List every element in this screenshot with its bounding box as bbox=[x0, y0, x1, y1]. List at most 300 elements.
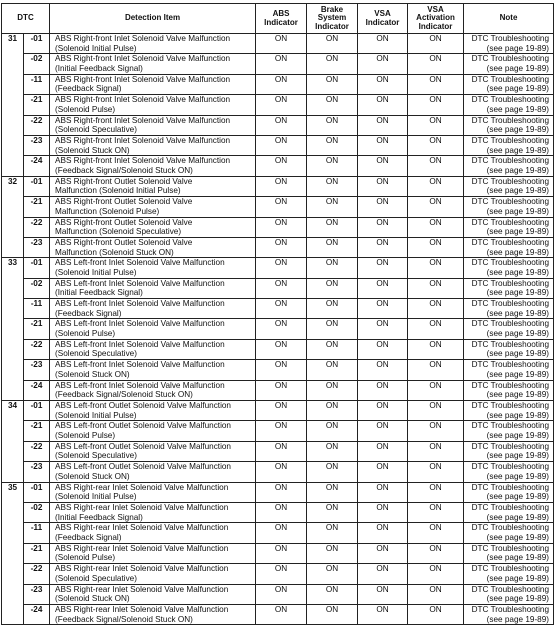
vsa-activation-indicator-value: ON bbox=[408, 299, 464, 319]
page-reference[interactable]: (see page 19-89) bbox=[486, 84, 550, 94]
table-row bbox=[2, 523, 554, 543]
detection-item-line1: ABS Right-rear Inlet Solenoid Valve Malfunction bbox=[55, 482, 229, 492]
detection-item-line2: (Feedback Signal/Solenoid Stuck ON) bbox=[55, 614, 193, 624]
detection-item-line2: (Solenoid Initial Pulse) bbox=[55, 492, 137, 502]
dtc-subcode: -01 bbox=[24, 258, 50, 278]
detection-item-line2: Malfunction (Solenoid Stuck ON) bbox=[55, 247, 174, 257]
detection-item bbox=[50, 74, 256, 94]
page-reference[interactable]: (see page 19-89) bbox=[486, 308, 550, 318]
dtc-code: 35 bbox=[2, 482, 24, 625]
troubleshooting-link[interactable]: DTC Troubleshooting bbox=[471, 258, 550, 268]
vsa-activation-indicator-value: ON bbox=[408, 502, 464, 522]
detection-item bbox=[50, 441, 256, 461]
troubleshooting-link[interactable]: DTC Troubleshooting bbox=[471, 482, 550, 492]
table-row bbox=[2, 319, 554, 339]
page-reference[interactable]: (see page 19-89) bbox=[486, 553, 550, 563]
detection-item-line1: ABS Left-front Inlet Solenoid Valve Malfunction bbox=[55, 360, 225, 370]
page-reference[interactable]: (see page 19-89) bbox=[486, 410, 550, 420]
troubleshooting-link[interactable]: DTC Troubleshooting bbox=[471, 523, 550, 533]
brake-system-indicator-value: ON bbox=[307, 299, 358, 319]
detection-item-line2: (Feedback Signal/Solenoid Stuck ON) bbox=[55, 165, 193, 175]
table-row bbox=[2, 34, 554, 54]
detection-item-line1: ABS Right-front Inlet Solenoid Valve Malfunction bbox=[55, 54, 231, 64]
detection-item-line1: ABS Left-front Inlet Solenoid Valve Malfunction bbox=[55, 278, 225, 288]
brake-system-indicator-value: ON bbox=[307, 34, 358, 54]
detection-item-line1: ABS Left-front Outlet Solenoid Valve Malfunction bbox=[55, 462, 231, 472]
table-header-row bbox=[2, 4, 554, 34]
abs-indicator-value: ON bbox=[256, 482, 307, 502]
detection-item bbox=[50, 339, 256, 359]
vsa-activation-indicator-value: ON bbox=[408, 34, 464, 54]
vsa-activation-indicator-value: ON bbox=[408, 462, 464, 482]
detection-item bbox=[50, 95, 256, 115]
table-row bbox=[2, 156, 554, 176]
vsa-activation-indicator-value: ON bbox=[408, 95, 464, 115]
detection-item-line2: (Solenoid Pulse) bbox=[55, 431, 116, 441]
header-vsa-indicator: VSA Indicator bbox=[358, 4, 408, 34]
note-cell bbox=[464, 502, 554, 522]
troubleshooting-link[interactable]: DTC Troubleshooting bbox=[471, 74, 550, 84]
vsa-indicator-value: ON bbox=[358, 421, 408, 441]
vsa-indicator-value: ON bbox=[358, 156, 408, 176]
detection-item-line2: (Solenoid Speculative) bbox=[55, 125, 137, 135]
dtc-subcode: -22 bbox=[24, 339, 50, 359]
detection-item-line2: Malfunction (Solenoid Initial Pulse) bbox=[55, 186, 181, 196]
brake-system-indicator-value: ON bbox=[307, 339, 358, 359]
dtc-subcode: -22 bbox=[24, 115, 50, 135]
detection-item bbox=[50, 54, 256, 74]
detection-item bbox=[50, 543, 256, 563]
note-cell bbox=[464, 482, 554, 502]
dtc-table bbox=[1, 3, 554, 625]
detection-item bbox=[50, 523, 256, 543]
table-row bbox=[2, 299, 554, 319]
note-cell bbox=[464, 237, 554, 257]
dtc-subcode: -24 bbox=[24, 380, 50, 400]
vsa-activation-indicator-value: ON bbox=[408, 380, 464, 400]
note-cell bbox=[464, 319, 554, 339]
page-reference[interactable]: (see page 19-89) bbox=[486, 614, 550, 624]
dtc-subcode: -23 bbox=[24, 462, 50, 482]
detection-item-line1: ABS Right-front Inlet Solenoid Valve Malfunction bbox=[55, 95, 231, 105]
abs-indicator-value: ON bbox=[256, 319, 307, 339]
troubleshooting-link[interactable]: DTC Troubleshooting bbox=[471, 441, 550, 451]
detection-item bbox=[50, 584, 256, 604]
detection-item-line2: (Solenoid Speculative) bbox=[55, 573, 137, 583]
table-row bbox=[2, 176, 554, 196]
table-row bbox=[2, 441, 554, 461]
table-row bbox=[2, 74, 554, 94]
note-cell bbox=[464, 360, 554, 380]
page-reference[interactable]: (see page 19-89) bbox=[486, 288, 550, 298]
abs-indicator-value: ON bbox=[256, 543, 307, 563]
page-reference[interactable]: (see page 19-89) bbox=[486, 349, 550, 359]
vsa-activation-indicator-value: ON bbox=[408, 523, 464, 543]
abs-indicator-value: ON bbox=[256, 176, 307, 196]
vsa-indicator-value: ON bbox=[358, 482, 408, 502]
detection-item-line2: Malfunction (Solenoid Pulse) bbox=[55, 206, 160, 216]
brake-system-indicator-value: ON bbox=[307, 441, 358, 461]
vsa-indicator-value: ON bbox=[358, 278, 408, 298]
abs-indicator-value: ON bbox=[256, 237, 307, 257]
troubleshooting-link[interactable]: DTC Troubleshooting bbox=[471, 95, 550, 105]
troubleshooting-link[interactable]: DTC Troubleshooting bbox=[471, 278, 550, 288]
vsa-indicator-value: ON bbox=[358, 339, 408, 359]
detection-item-line2: (Solenoid Initial Pulse) bbox=[55, 410, 137, 420]
dtc-subcode: -11 bbox=[24, 74, 50, 94]
brake-system-indicator-value: ON bbox=[307, 584, 358, 604]
detection-item-line2: (Initial Feedback Signal) bbox=[55, 63, 143, 73]
detection-item-line1: ABS Left-front Inlet Solenoid Valve Malfunction bbox=[55, 258, 225, 268]
detection-item-line1: ABS Right-front Inlet Solenoid Valve Malfunction bbox=[55, 115, 231, 125]
dtc-subcode: -02 bbox=[24, 278, 50, 298]
brake-system-indicator-value: ON bbox=[307, 482, 358, 502]
page-reference[interactable]: (see page 19-89) bbox=[486, 227, 550, 237]
brake-system-indicator-value: ON bbox=[307, 360, 358, 380]
brake-system-indicator-value: ON bbox=[307, 54, 358, 74]
brake-system-indicator-value: ON bbox=[307, 278, 358, 298]
table-row bbox=[2, 401, 554, 421]
note-cell bbox=[464, 401, 554, 421]
abs-indicator-value: ON bbox=[256, 380, 307, 400]
abs-indicator-value: ON bbox=[256, 502, 307, 522]
note-cell bbox=[464, 54, 554, 74]
detection-item bbox=[50, 217, 256, 237]
troubleshooting-link[interactable]: DTC Troubleshooting bbox=[471, 176, 550, 186]
vsa-activation-indicator-value: ON bbox=[408, 360, 464, 380]
detection-item-line1: ABS Right-front Outlet Solenoid Valve bbox=[55, 197, 193, 207]
brake-system-indicator-value: ON bbox=[307, 523, 358, 543]
vsa-indicator-value: ON bbox=[358, 584, 408, 604]
detection-item-line2: (Feedback Signal/Solenoid Stuck ON) bbox=[55, 390, 193, 400]
detection-item-line2: (Solenoid Pulse) bbox=[55, 104, 116, 114]
note-cell bbox=[464, 604, 554, 624]
detection-item-line2: (Solenoid Pulse) bbox=[55, 553, 116, 563]
note-cell bbox=[464, 34, 554, 54]
detection-item-line1: ABS Right-front Outlet Solenoid Valve bbox=[55, 217, 193, 227]
vsa-indicator-value: ON bbox=[358, 502, 408, 522]
detection-item bbox=[50, 462, 256, 482]
troubleshooting-link[interactable]: DTC Troubleshooting bbox=[471, 217, 550, 227]
page-reference[interactable]: (see page 19-89) bbox=[486, 186, 550, 196]
vsa-activation-indicator-value: ON bbox=[408, 135, 464, 155]
detection-item bbox=[50, 156, 256, 176]
page-reference[interactable]: (see page 19-89) bbox=[486, 471, 550, 481]
dtc-subcode: -21 bbox=[24, 319, 50, 339]
abs-indicator-value: ON bbox=[256, 197, 307, 217]
vsa-indicator-value: ON bbox=[358, 176, 408, 196]
note-cell bbox=[464, 278, 554, 298]
table-row bbox=[2, 258, 554, 278]
brake-system-indicator-value: ON bbox=[307, 217, 358, 237]
vsa-indicator-value: ON bbox=[358, 299, 408, 319]
detection-item-line2: (Solenoid Stuck ON) bbox=[55, 594, 130, 604]
note-cell bbox=[464, 380, 554, 400]
vsa-activation-indicator-value: ON bbox=[408, 543, 464, 563]
detection-item bbox=[50, 237, 256, 257]
note-cell bbox=[464, 462, 554, 482]
troubleshooting-link[interactable]: DTC Troubleshooting bbox=[471, 380, 550, 390]
page-reference[interactable]: (see page 19-89) bbox=[486, 125, 550, 135]
detection-item bbox=[50, 278, 256, 298]
note-cell bbox=[464, 115, 554, 135]
dtc-subcode: -21 bbox=[24, 95, 50, 115]
abs-indicator-value: ON bbox=[256, 441, 307, 461]
troubleshooting-link[interactable]: DTC Troubleshooting bbox=[471, 401, 550, 411]
note-cell bbox=[464, 217, 554, 237]
detection-item-line2: (Feedback Signal) bbox=[55, 84, 122, 94]
detection-item bbox=[50, 34, 256, 54]
vsa-indicator-value: ON bbox=[358, 115, 408, 135]
table-row bbox=[2, 197, 554, 217]
page-reference[interactable]: (see page 19-89) bbox=[486, 267, 550, 277]
detection-item-line1: ABS Right-rear Inlet Solenoid Valve Malfunction bbox=[55, 564, 229, 574]
table-row bbox=[2, 380, 554, 400]
page-reference[interactable]: (see page 19-89) bbox=[486, 247, 550, 257]
abs-indicator-value: ON bbox=[256, 258, 307, 278]
brake-system-indicator-value: ON bbox=[307, 543, 358, 563]
detection-item bbox=[50, 319, 256, 339]
abs-indicator-value: ON bbox=[256, 135, 307, 155]
troubleshooting-link[interactable]: DTC Troubleshooting bbox=[471, 156, 550, 166]
page-reference[interactable]: (see page 19-89) bbox=[486, 492, 550, 502]
page-reference[interactable]: (see page 19-89) bbox=[486, 145, 550, 155]
troubleshooting-link[interactable]: DTC Troubleshooting bbox=[471, 584, 550, 594]
troubleshooting-link[interactable]: DTC Troubleshooting bbox=[471, 299, 550, 309]
table-row bbox=[2, 502, 554, 522]
vsa-indicator-value: ON bbox=[358, 523, 408, 543]
detection-item-line1: ABS Right-front Outlet Solenoid Valve bbox=[55, 237, 193, 247]
page-reference[interactable]: (see page 19-89) bbox=[486, 390, 550, 400]
abs-indicator-value: ON bbox=[256, 278, 307, 298]
vsa-indicator-value: ON bbox=[358, 34, 408, 54]
page-reference[interactable]: (see page 19-89) bbox=[486, 206, 550, 216]
dtc-subcode: -21 bbox=[24, 197, 50, 217]
detection-item-line1: ABS Right-rear Inlet Solenoid Valve Malfunction bbox=[55, 523, 229, 533]
vsa-indicator-value: ON bbox=[358, 441, 408, 461]
troubleshooting-link[interactable]: DTC Troubleshooting bbox=[471, 543, 550, 553]
header-dtc: DTC bbox=[2, 4, 50, 34]
table-row bbox=[2, 217, 554, 237]
dtc-subcode: -11 bbox=[24, 299, 50, 319]
detection-item-line2: Malfunction (Solenoid Speculative) bbox=[55, 227, 182, 237]
vsa-indicator-value: ON bbox=[358, 258, 408, 278]
dtc-code: 34 bbox=[2, 401, 24, 483]
dtc-subcode: -23 bbox=[24, 135, 50, 155]
note-cell bbox=[464, 74, 554, 94]
detection-item bbox=[50, 176, 256, 196]
vsa-indicator-value: ON bbox=[358, 54, 408, 74]
vsa-indicator-value: ON bbox=[358, 360, 408, 380]
detection-item bbox=[50, 197, 256, 217]
dtc-subcode: -22 bbox=[24, 564, 50, 584]
detection-item bbox=[50, 299, 256, 319]
brake-system-indicator-value: ON bbox=[307, 421, 358, 441]
troubleshooting-link[interactable]: DTC Troubleshooting bbox=[471, 197, 550, 207]
page-reference[interactable]: (see page 19-89) bbox=[486, 431, 550, 441]
troubleshooting-link[interactable]: DTC Troubleshooting bbox=[471, 115, 550, 125]
vsa-activation-indicator-value: ON bbox=[408, 482, 464, 502]
detection-item bbox=[50, 604, 256, 624]
page-reference[interactable]: (see page 19-89) bbox=[486, 573, 550, 583]
brake-system-indicator-value: ON bbox=[307, 380, 358, 400]
note-cell bbox=[464, 299, 554, 319]
detection-item-line1: ABS Right-rear Inlet Solenoid Valve Malfunction bbox=[55, 584, 229, 594]
dtc-code: 32 bbox=[2, 176, 24, 258]
vsa-indicator-value: ON bbox=[358, 197, 408, 217]
abs-indicator-value: ON bbox=[256, 564, 307, 584]
detection-item-line2: (Solenoid Initial Pulse) bbox=[55, 43, 137, 53]
detection-item-line1: ABS Right-front Inlet Solenoid Valve Malfunction bbox=[55, 74, 231, 84]
dtc-subcode: -21 bbox=[24, 543, 50, 563]
page-reference[interactable]: (see page 19-89) bbox=[486, 594, 550, 604]
page-reference[interactable]: (see page 19-89) bbox=[486, 369, 550, 379]
vsa-indicator-value: ON bbox=[358, 380, 408, 400]
vsa-indicator-value: ON bbox=[358, 135, 408, 155]
vsa-activation-indicator-value: ON bbox=[408, 319, 464, 339]
detection-item-line1: ABS Right-rear Inlet Solenoid Valve Malfunction bbox=[55, 502, 229, 512]
vsa-indicator-value: ON bbox=[358, 543, 408, 563]
abs-indicator-value: ON bbox=[256, 523, 307, 543]
brake-system-indicator-value: ON bbox=[307, 115, 358, 135]
brake-system-indicator-value: ON bbox=[307, 462, 358, 482]
troubleshooting-link[interactable]: DTC Troubleshooting bbox=[471, 319, 550, 329]
vsa-activation-indicator-value: ON bbox=[408, 441, 464, 461]
detection-item-line2: (Solenoid Speculative) bbox=[55, 451, 137, 461]
dtc-code: 31 bbox=[2, 34, 24, 177]
table-row bbox=[2, 604, 554, 624]
abs-indicator-value: ON bbox=[256, 217, 307, 237]
vsa-activation-indicator-value: ON bbox=[408, 74, 464, 94]
detection-item-line1: ABS Left-front Inlet Solenoid Valve Malfunction bbox=[55, 339, 225, 349]
table-row bbox=[2, 482, 554, 502]
troubleshooting-link[interactable]: DTC Troubleshooting bbox=[471, 462, 550, 472]
vsa-activation-indicator-value: ON bbox=[408, 115, 464, 135]
vsa-indicator-value: ON bbox=[358, 401, 408, 421]
page-reference[interactable]: (see page 19-89) bbox=[486, 165, 550, 175]
note-cell bbox=[464, 543, 554, 563]
note-cell bbox=[464, 176, 554, 196]
brake-system-indicator-value: ON bbox=[307, 604, 358, 624]
page-reference[interactable]: (see page 19-89) bbox=[486, 329, 550, 339]
troubleshooting-link[interactable]: DTC Troubleshooting bbox=[471, 564, 550, 574]
dtc-subcode: -01 bbox=[24, 176, 50, 196]
table-row bbox=[2, 135, 554, 155]
detection-item-line2: (Solenoid Stuck ON) bbox=[55, 145, 130, 155]
detection-item bbox=[50, 401, 256, 421]
note-cell bbox=[464, 339, 554, 359]
troubleshooting-link[interactable]: DTC Troubleshooting bbox=[471, 135, 550, 145]
brake-system-indicator-value: ON bbox=[307, 176, 358, 196]
vsa-indicator-value: ON bbox=[358, 237, 408, 257]
header-vsa-activation-indicator: VSA Activation Indicator bbox=[408, 4, 464, 34]
vsa-activation-indicator-value: ON bbox=[408, 278, 464, 298]
brake-system-indicator-value: ON bbox=[307, 197, 358, 217]
troubleshooting-link[interactable]: DTC Troubleshooting bbox=[471, 34, 550, 43]
vsa-activation-indicator-value: ON bbox=[408, 421, 464, 441]
vsa-activation-indicator-value: ON bbox=[408, 237, 464, 257]
detection-item-line1: ABS Left-front Outlet Solenoid Valve Malfunction bbox=[55, 401, 231, 411]
table-row bbox=[2, 237, 554, 257]
detection-item-line1: ABS Left-front Inlet Solenoid Valve Malfunction bbox=[55, 299, 225, 309]
vsa-activation-indicator-value: ON bbox=[408, 176, 464, 196]
vsa-activation-indicator-value: ON bbox=[408, 156, 464, 176]
vsa-indicator-value: ON bbox=[358, 564, 408, 584]
dtc-subcode: -23 bbox=[24, 360, 50, 380]
dtc-subcode: -23 bbox=[24, 584, 50, 604]
vsa-activation-indicator-value: ON bbox=[408, 217, 464, 237]
vsa-indicator-value: ON bbox=[358, 95, 408, 115]
detection-item-line1: ABS Right-rear Inlet Solenoid Valve Malfunction bbox=[55, 543, 229, 553]
dtc-subcode: -01 bbox=[24, 34, 50, 54]
header-detection-item: Detection Item bbox=[50, 4, 256, 34]
detection-item bbox=[50, 421, 256, 441]
abs-indicator-value: ON bbox=[256, 54, 307, 74]
table-row bbox=[2, 95, 554, 115]
troubleshooting-link[interactable]: DTC Troubleshooting bbox=[471, 360, 550, 370]
brake-system-indicator-value: ON bbox=[307, 502, 358, 522]
table-row bbox=[2, 543, 554, 563]
note-cell bbox=[464, 95, 554, 115]
vsa-indicator-value: ON bbox=[358, 74, 408, 94]
vsa-activation-indicator-value: ON bbox=[408, 339, 464, 359]
troubleshooting-link[interactable]: DTC Troubleshooting bbox=[471, 502, 550, 512]
page-reference[interactable]: (see page 19-89) bbox=[486, 104, 550, 114]
detection-item bbox=[50, 115, 256, 135]
brake-system-indicator-value: ON bbox=[307, 258, 358, 278]
brake-system-indicator-value: ON bbox=[307, 564, 358, 584]
abs-indicator-value: ON bbox=[256, 339, 307, 359]
table-row bbox=[2, 115, 554, 135]
vsa-indicator-value: ON bbox=[358, 462, 408, 482]
table-row bbox=[2, 339, 554, 359]
vsa-indicator-value: ON bbox=[358, 604, 408, 624]
page-reference[interactable]: (see page 19-89) bbox=[486, 63, 550, 73]
dtc-subcode: -24 bbox=[24, 604, 50, 624]
troubleshooting-link[interactable]: DTC Troubleshooting bbox=[471, 237, 550, 247]
vsa-indicator-value: ON bbox=[358, 319, 408, 339]
dtc-subcode: -11 bbox=[24, 523, 50, 543]
detection-item bbox=[50, 482, 256, 502]
page-reference[interactable]: (see page 19-89) bbox=[486, 43, 550, 53]
page-reference[interactable]: (see page 19-89) bbox=[486, 532, 550, 542]
troubleshooting-link[interactable]: DTC Troubleshooting bbox=[471, 421, 550, 431]
abs-indicator-value: ON bbox=[256, 74, 307, 94]
troubleshooting-link[interactable]: DTC Troubleshooting bbox=[471, 339, 550, 349]
brake-system-indicator-value: ON bbox=[307, 237, 358, 257]
table-row bbox=[2, 564, 554, 584]
troubleshooting-link[interactable]: DTC Troubleshooting bbox=[471, 604, 550, 614]
brake-system-indicator-value: ON bbox=[307, 135, 358, 155]
table-row bbox=[2, 462, 554, 482]
detection-item-line1: ABS Right-rear Inlet Solenoid Valve Malfunction bbox=[55, 604, 229, 614]
table-row bbox=[2, 421, 554, 441]
vsa-activation-indicator-value: ON bbox=[408, 258, 464, 278]
dtc-subcode: -21 bbox=[24, 421, 50, 441]
abs-indicator-value: ON bbox=[256, 604, 307, 624]
detection-item-line2: (Feedback Signal) bbox=[55, 532, 122, 542]
note-cell bbox=[464, 156, 554, 176]
detection-item-line1: ABS Left-front Outlet Solenoid Valve Malfunction bbox=[55, 421, 231, 431]
page-reference[interactable]: (see page 19-89) bbox=[486, 451, 550, 461]
table-row bbox=[2, 360, 554, 380]
brake-system-indicator-value: ON bbox=[307, 319, 358, 339]
table-row bbox=[2, 54, 554, 74]
note-cell bbox=[464, 197, 554, 217]
page-reference[interactable]: (see page 19-89) bbox=[486, 512, 550, 522]
troubleshooting-link[interactable]: DTC Troubleshooting bbox=[471, 54, 550, 64]
vsa-activation-indicator-value: ON bbox=[408, 54, 464, 74]
